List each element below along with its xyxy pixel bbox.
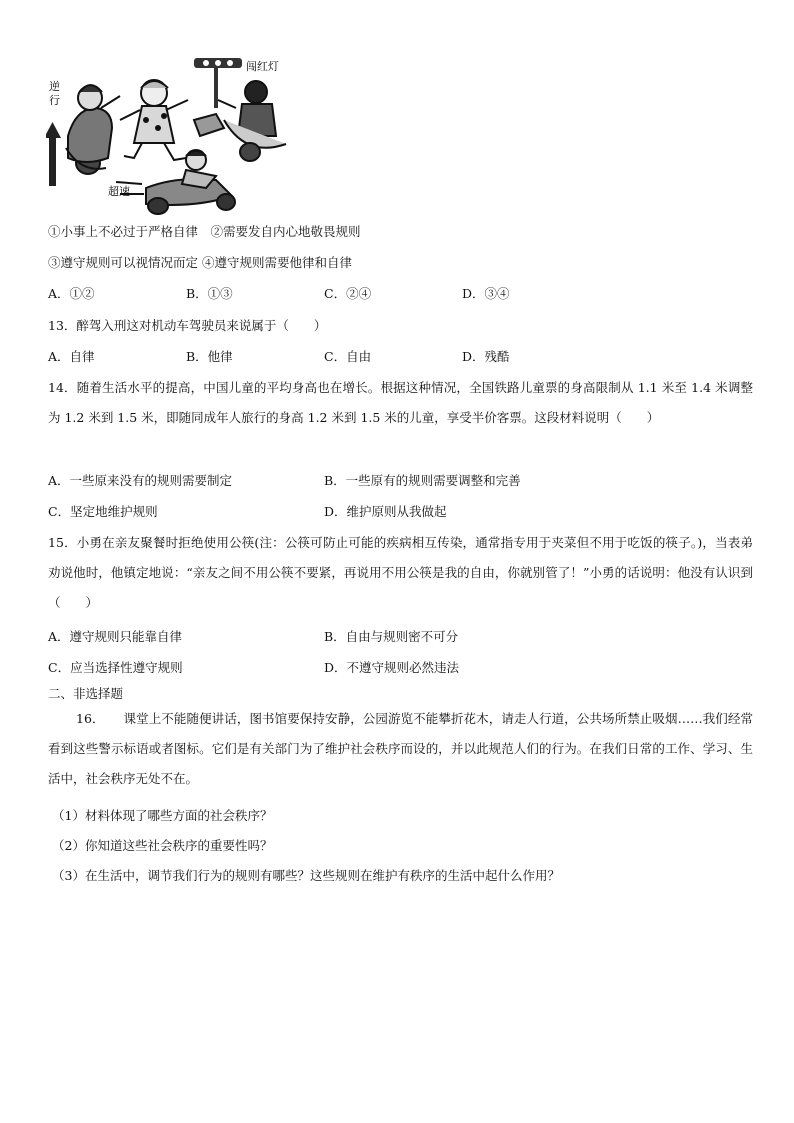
q12-option-b[interactable]: B．①③	[186, 286, 233, 301]
section-title: 二、非选择题	[48, 686, 124, 701]
q13-option-c[interactable]: C．自由	[324, 349, 372, 364]
scooter-rider-left	[66, 85, 120, 174]
q14-option-a[interactable]: A．一些原来没有的规则需要制定	[48, 473, 233, 488]
q12-option-c[interactable]: C．②④	[324, 286, 372, 301]
q13-stem: 13．醉驾入刑这对机动车驾驶员来说属于（ ）	[48, 318, 327, 333]
q12-statements-line1: ①小事上不必过于严格自律 ②需要发自内心地敬畏规则	[48, 224, 361, 239]
q16-sub3: （3）在生活中，调节我们行为的规则有哪些？这些规则在维护有秩序的生活中起什么作用？	[52, 868, 560, 883]
label-left-2: 行	[49, 94, 60, 107]
arrow-up-icon	[46, 122, 61, 186]
pedestrian-center	[120, 80, 188, 160]
q16-stem: 16． 课堂上不能随便讲话，图书馆要保持安静，公园游览不能攀折花木，请走人行道，公共场所禁止吸烟……我们经常看到这些警示标语或者图标。它们是有关部门为了维护社会秩序而设的，并以此规范人们的行为。在我们日常的工作、学习、生活中，社会秩序无处不在。	[48, 711, 753, 786]
label-top-right: 闯红灯	[246, 60, 279, 73]
q14-option-c[interactable]: C．坚定地维护规则	[48, 504, 158, 519]
q12-option-a[interactable]: A．①②	[48, 286, 95, 301]
q16-sub1: （1）材料体现了哪些方面的社会秩序？	[52, 808, 273, 823]
q15-stem: 15．小勇在亲友聚餐时拒绝使用公筷(注：公筷可防止可能的疾病相互传染，通常指专用于夹菜但不用于吃饭的筷子。)，当表弟劝说他时，他镇定地说：“亲友之间不用公筷不要紧，再说用不用公筷是我的自由，你就别管了！”小勇的话说明：他没有认识到（ ）	[48, 535, 753, 610]
label-bottom: 超速	[108, 185, 130, 198]
q14-option-b[interactable]: B．一些原有的规则需要调整和完善	[324, 473, 521, 488]
q15-option-b[interactable]: B．自由与规则密不可分	[324, 629, 459, 644]
q12-option-d[interactable]: D．③④	[462, 286, 510, 301]
q15-option-c[interactable]: C．应当选择性遵守规则	[48, 660, 183, 675]
bag-icon	[194, 114, 224, 136]
q13-option-a[interactable]: A．自律	[48, 349, 95, 364]
q16-sub2: （2）你知道这些社会秩序的重要性吗？	[52, 838, 273, 853]
q15-option-d[interactable]: D．不遵守规则必然违法	[324, 660, 460, 675]
scooter-rider-right	[218, 81, 286, 161]
q14-option-d[interactable]: D．维护原则从我做起	[324, 504, 447, 519]
q13-option-b[interactable]: B．他律	[186, 349, 233, 364]
q14-stem: 14．随着生活水平的提高，中国儿童的平均身高也在增长。根据这种情况，全国铁路儿童票的身高限制从 1.1 米至 1.4 米调整为 1.2 米到 1.5 米，即随同成年人旅行的身高 1.2 米到 1.5 米的儿童，享受半价客票。这段材料说明（ ）	[48, 380, 753, 425]
q12-statements-line2: ③遵守规则可以视情况而定 ④遵守规则需要他律和自律	[48, 255, 352, 270]
q13-option-d[interactable]: D．残酷	[462, 349, 510, 364]
q15-option-a[interactable]: A．遵守规则只能靠自律	[48, 629, 183, 644]
traffic-violation-cartoon	[46, 48, 296, 218]
label-left-1: 逆	[49, 80, 60, 93]
